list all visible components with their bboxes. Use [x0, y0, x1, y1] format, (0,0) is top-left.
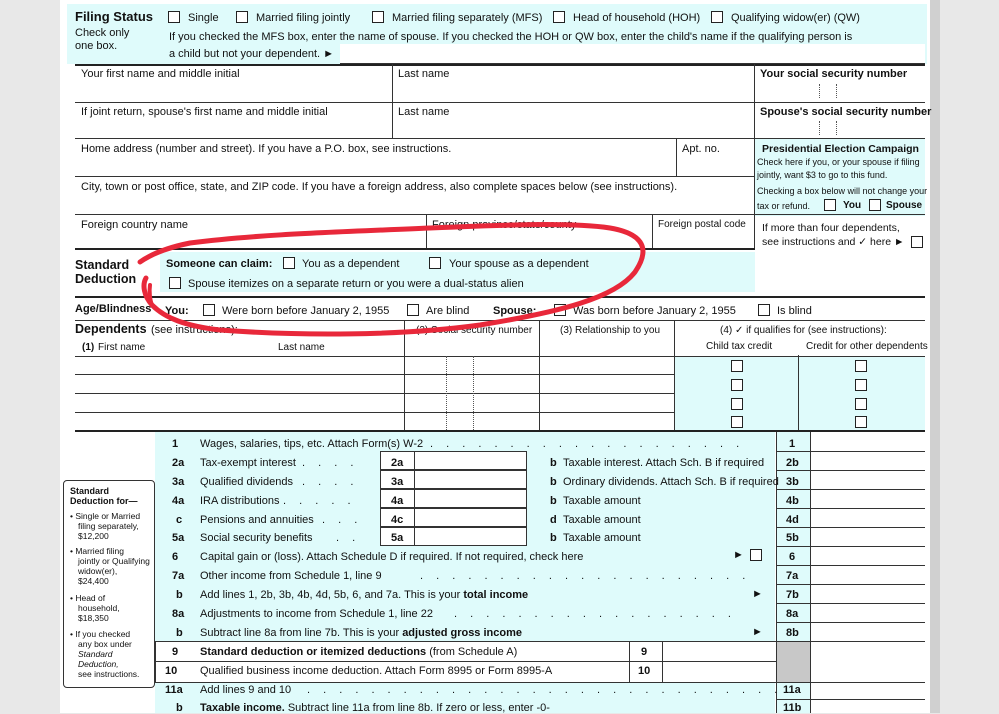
- leader-dots: . . . . . . . . . . . . . . . . . .: [454, 608, 736, 620]
- dependents-note: If more than four dependents,: [762, 222, 900, 234]
- filing-status-instruction-2: one box.: [75, 40, 118, 52]
- leader-dots: . . . . . . . . . . . . . . . . . . . . .: [420, 570, 751, 582]
- line-5b-box-label: 5b: [786, 532, 799, 544]
- single-label: Single: [188, 12, 219, 24]
- line-10-number: 10: [165, 665, 178, 677]
- age-spouse-label: Spouse:: [493, 305, 537, 317]
- line-2b-number: b: [550, 457, 557, 469]
- line-3b-label: Ordinary dividends. Attach Sch. B if required: [563, 476, 779, 488]
- sidebar-mfj-3: widow(er),: [78, 566, 118, 576]
- sidebar-mfj-2: jointly or Qualifying: [78, 556, 150, 566]
- dep-col4a: Child tax credit: [706, 341, 773, 352]
- sidebar-checked-2: any box under: [78, 639, 132, 649]
- sidebar-checked-3: Standard: [78, 649, 113, 659]
- leader-dots: . .: [336, 532, 361, 544]
- line-4c-label: Pensions and annuities: [200, 514, 314, 526]
- line-2b-box-label: 2b: [786, 457, 799, 469]
- foreign-province-label: Foreign province/state/county: [432, 219, 577, 231]
- leader-dots: . . . .: [302, 457, 359, 469]
- filing-status-note-2: a child but not your dependent. ►: [169, 48, 334, 60]
- line-4d-number: d: [550, 514, 557, 526]
- leader-dots: . . . .: [302, 476, 359, 488]
- line-2a-label: Tax-exempt interest: [200, 457, 296, 469]
- filing-status-instruction: Check only: [75, 27, 130, 39]
- dep-col1-num: (1): [82, 342, 95, 353]
- sidebar-mfj-4: $24,400: [78, 576, 109, 586]
- sidebar-mfj: • Married filing: [70, 546, 124, 556]
- line-8b-bold: adjusted gross income: [402, 627, 522, 639]
- age-you-label: You:: [165, 305, 189, 317]
- you-born-before-label: Were born before January 2, 1955: [222, 305, 390, 317]
- spouse-first-name-label: If joint return, spouse's first name and middle initial: [81, 106, 328, 118]
- line-7a-box-label: 7a: [786, 570, 799, 582]
- city-label: City, town or post office, state, and ZIP code. If you have a foreign address, also complete spaces below (see instructions).: [81, 181, 678, 193]
- you-as-dependent-label: You as a dependent: [302, 258, 400, 270]
- line-4b-box-label: 4b: [786, 495, 799, 507]
- pec-text-3: Checking a box below will not change your: [757, 186, 928, 196]
- dep-col3: (3) Relationship to you: [560, 325, 661, 336]
- line-8a-number: 8a: [172, 608, 185, 620]
- line-5b-label: Taxable amount: [563, 532, 641, 544]
- pec-text-2: jointly, want $3 to go to this fund.: [757, 170, 888, 180]
- arrow-icon: ►: [752, 626, 763, 638]
- dependents-title: Dependents: [75, 322, 147, 336]
- pec-spouse-label: Spouse: [886, 200, 923, 211]
- sidebar-hoh-2: household,: [78, 603, 120, 613]
- line-4b-label: Taxable amount: [563, 495, 641, 507]
- line-8a-box-label: 8a: [786, 608, 799, 620]
- dep-col2: (2) Social security number: [416, 325, 533, 336]
- first-name-label: Your first name and middle initial: [81, 68, 240, 80]
- head-of-household-label: Head of household (HOH): [573, 12, 701, 24]
- line-4d-box-label: 4d: [786, 514, 799, 526]
- line-4d-label: Taxable amount: [563, 514, 641, 526]
- line-5b-number: b: [550, 532, 557, 544]
- leader-dots: . . . . .: [283, 495, 356, 507]
- home-address-label: Home address (number and street). If you have a P.O. box, see instructions.: [81, 143, 452, 155]
- line-3a-box-label: 3a: [391, 476, 404, 488]
- line-9-number: 9: [172, 646, 179, 658]
- line-7b-box-label: 7b: [786, 589, 799, 601]
- line-1-number: 1: [172, 438, 179, 450]
- line-11b-text: Subtract line 11a from line 8b. If zero or less, enter -0-: [287, 702, 550, 714]
- pec-text: Check here if you, or your spouse if filing: [757, 157, 920, 167]
- you-blind-label: Are blind: [426, 305, 470, 317]
- line-5a-label: Social security benefits: [200, 532, 313, 544]
- sidebar-single-3: $12,200: [78, 531, 109, 541]
- pec-title: Presidential Election Campaign: [762, 143, 919, 155]
- line-1-box-label: 1: [789, 438, 796, 450]
- dep-col4: (4) ✓ if qualifies for (see instructions):: [720, 325, 887, 336]
- line-9-bold: Standard deduction or itemized deductions: [200, 646, 427, 658]
- line-11a-label: Add lines 9 and 10: [200, 684, 292, 696]
- standard-deduction-title-2: Deduction: [75, 272, 137, 286]
- line-2a-box-label: 2a: [391, 457, 404, 469]
- line-3b-number: b: [550, 476, 557, 488]
- spouse-ssn-label: Spouse's social security number: [760, 106, 932, 118]
- dependents-title-suffix: (see instructions):: [151, 324, 238, 336]
- spouse-as-dependent-label: Your spouse as a dependent: [449, 258, 589, 270]
- line-3b-box-label: 3b: [786, 476, 799, 488]
- last-name-label: Last name: [398, 68, 450, 80]
- spouse-born-before-label: Was born before January 2, 1955: [573, 305, 736, 317]
- pec-text-4: tax or refund.: [757, 201, 811, 211]
- line-7b-text: Add lines 1, 2b, 3b, 4b, 4d, 5b, 6, and 7a. This is your: [200, 589, 461, 601]
- dep-col1-first: First name: [98, 342, 146, 353]
- line-4b-number: b: [550, 495, 557, 507]
- spouse-itemizes-label: Spouse itemizes on a separate return or you were a dual-status alien: [188, 278, 524, 290]
- line-3a-label: Qualified dividends: [200, 476, 293, 488]
- line-11b-bold: Taxable income.: [200, 702, 285, 714]
- line-9-box-label: 9: [641, 646, 648, 658]
- line-1-label: Wages, salaries, tips, etc. Attach Form(s) W-2: [200, 438, 424, 450]
- married-separately-label: Married filing separately (MFS): [392, 12, 543, 24]
- sidebar-checked-4: Deduction,: [78, 659, 119, 669]
- line-7b-number: b: [176, 589, 183, 601]
- sidebar-single-2: filing separately,: [78, 521, 139, 531]
- sidebar-single: • Single or Married: [70, 511, 141, 521]
- line-10-label: Qualified business income deduction. Attach Form 8995 or Form 8995-A: [200, 665, 553, 677]
- line-4a-label: IRA distributions: [200, 495, 280, 507]
- filing-status-title: Filing Status: [75, 9, 153, 24]
- someone-can-claim-label: Someone can claim:: [166, 258, 273, 270]
- line-7b-bold: total income: [463, 589, 529, 601]
- line-11a-box-label: 11a: [783, 684, 801, 696]
- sidebar-hoh: • Head of: [70, 593, 106, 603]
- sidebar-checked-5: see instructions.: [78, 669, 140, 679]
- dependents-note-2: see instructions and ✓ here ►: [762, 236, 905, 248]
- sidebar-title: Standard: [70, 486, 110, 496]
- line-8b-number: b: [176, 627, 183, 639]
- sidebar-hoh-3: $18,350: [78, 613, 109, 623]
- line-5a-number: 5a: [172, 532, 185, 544]
- line-11b-number: b: [176, 702, 183, 714]
- line-11a-number: 11a: [165, 684, 183, 696]
- spouse-last-name-label: Last name: [398, 106, 450, 118]
- line-2a-number: 2a: [172, 457, 185, 469]
- line-11b-box-label: 11b: [783, 702, 802, 714]
- line-8b-text: Subtract line 8a from line 7b. This is your: [200, 627, 400, 639]
- line-5a-box-label: 5a: [391, 532, 404, 544]
- line-3a-number: 3a: [172, 476, 185, 488]
- line-2b-label: Taxable interest. Attach Sch. B if required: [563, 457, 765, 469]
- line-9-text: (from Schedule A): [429, 646, 518, 658]
- age-blindness-title: Age/Blindness: [75, 303, 152, 315]
- sidebar-checked: • If you checked: [70, 629, 131, 639]
- line-7a-label: Other income from Schedule 1, line 9: [200, 570, 382, 582]
- leader-dots: . . . . . . . . . . . . . . . . . . . . . . . . . . . . . .: [307, 684, 783, 696]
- line-4a-box-label: 4a: [391, 495, 404, 507]
- arrow-icon: ►: [733, 549, 744, 561]
- line-4c-number: c: [176, 514, 183, 526]
- line-4c-box-label: 4c: [391, 514, 404, 526]
- sidebar-title-2: Deduction for—: [70, 496, 138, 506]
- married-jointly-label: Married filing jointly: [256, 12, 351, 24]
- line-8b-box-label: 8b: [786, 627, 799, 639]
- dep-col4b: Credit for other dependents: [806, 341, 928, 352]
- leader-dots: . . . . . . . . . . . . . . . . . . . .: [430, 438, 745, 450]
- pec-you-label: You: [843, 200, 862, 211]
- ssn-label: Your social security number: [760, 68, 908, 80]
- line-6-box-label: 6: [789, 551, 796, 563]
- qualifying-widow-label: Qualifying widow(er) (QW): [731, 12, 860, 24]
- line-6-label: Capital gain or (loss). Attach Schedule D if required. If not required, check here: [200, 551, 584, 563]
- standard-deduction-title: Standard: [75, 258, 130, 272]
- foreign-postal-label: Foreign postal code: [658, 219, 746, 230]
- spouse-blind-label: Is blind: [777, 305, 812, 317]
- line-8a-label: Adjustments to income from Schedule 1, line 22: [200, 608, 433, 620]
- line-7a-number: 7a: [172, 570, 185, 582]
- line-6-number: 6: [172, 551, 179, 563]
- arrow-icon: ►: [752, 588, 763, 600]
- foreign-country-label: Foreign country name: [81, 219, 188, 231]
- line-4a-number: 4a: [172, 495, 185, 507]
- apt-label: Apt. no.: [682, 143, 720, 155]
- filing-status-note: If you checked the MFS box, enter the name of spouse. If you checked the HOH or QW box, enter the child's name if the qualifying person is: [169, 31, 853, 43]
- leader-dots: . . .: [322, 514, 363, 526]
- dep-col1-last: Last name: [278, 342, 325, 353]
- line-10-box-label: 10: [638, 665, 651, 677]
